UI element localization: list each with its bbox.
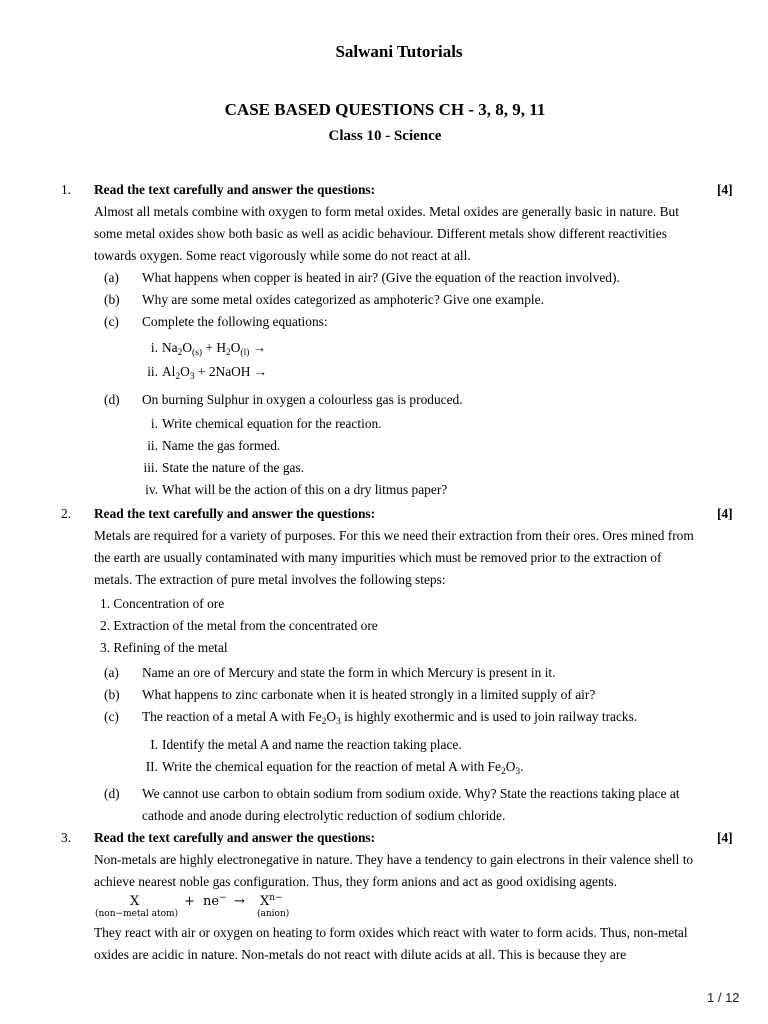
q1-d-item-text: State the nature of the gas. [162,460,305,475]
question-3-number: 3. [61,830,72,845]
q2-c-ii-number: II. [145,759,158,774]
arrow-icon: → [234,894,245,909]
q1-part-a-label: (a) [104,270,119,285]
worksheet-heading: CASE BASED QUESTIONS CH - 3, 8, 9, 11 [224,100,546,119]
page-title: Salwani Tutorials [335,42,463,61]
q1-d-item-text: What will be the action of this on a dry litmus paper? [162,482,448,497]
equation-anion: $X^{n-}$ [260,893,283,909]
q1-d-item-number: iii. [143,460,158,475]
question-2-number: 2. [61,506,72,521]
question-1-passage-line: towards oxygen. Some react vigorously while some do not react at all. [94,248,471,263]
question-3-heading: Read the text carefully and answer the questions: [94,830,376,845]
q2-part-b-label: (b) [104,687,120,702]
q1-c-ii-equation: $Al_2O_3$ + 2NaOH → [162,364,268,382]
q2-c-i-text: Identify the metal A and name the reaction taking place. [162,737,462,752]
question-3-passage-line: achieve nearest noble gas configuration. Thus, they form anions and act as good oxidising agents. [94,874,617,889]
question-1-number: 1. [61,182,72,197]
equation-label-anion: (anion) [257,909,290,919]
class-label: Class 10 - Science [328,128,442,144]
question-2-marks: [4] [717,506,733,521]
q1-part-d-text: On burning Sulphur in oxygen a colourless gas is produced. [142,392,463,407]
question-2-passage-line: Metals are required for a variety of purposes. For this we need their extraction from their ores. Ores mined from [94,528,694,543]
question-2-passage-line: the earth are usually contaminated with many impurities which must be removed prior to the extraction of [94,550,662,565]
question-3-passage-line: oxides are acidic in nature. Non-metals do not react with dilute acids at all. This is because they are [94,947,627,962]
q1-d-item-number: i. [150,416,158,431]
q2-c-ii-text: Write the chemical equation for the reaction of metal A with $Fe_2O_3$. [162,759,524,777]
q2-part-d-text: cathode and anode during electrolytic reduction of sodium chloride. [142,808,506,823]
equation-label-non-metal-atom: (non−metal atom) [95,909,179,919]
q1-d-item-text: Write chemical equation for the reaction. [162,416,382,431]
q2-step-item: 2. Extraction of the metal from the concentrated ore [100,618,378,633]
q1-c-ii-number: ii. [147,364,158,379]
question-1-passage-line: some metal oxides show both basic as well as acidic behaviour. Different metals show different reactivities [94,226,667,241]
equation-plus: + [184,894,195,909]
q2-part-d-label: (d) [104,786,120,801]
q2-c-i-number: I. [150,737,158,752]
question-3-passage-line: They react with air or oxygen on heating to form oxides which react with water to form acids. Thus, non-metal [94,925,688,940]
q1-part-a-text: What happens when copper is heated in air? (Give the equation of the reaction involved). [142,270,620,285]
q2-part-b-text: What happens to zinc carbonate when it is heated strongly in a limited supply of air? [142,687,596,702]
question-3-passage-line: Non-metals are highly electronegative in nature. They have a tendency to gain electrons in their valence shell to [94,852,694,867]
q1-part-b-label: (b) [104,292,120,307]
q1-c-i-equation: $Na_2O_{(s)} + H_2O_{(l)}$ → [162,340,267,358]
question-1-heading: Read the text carefully and answer the questions: [94,182,376,197]
q1-d-item-number: iv. [145,482,158,497]
q1-part-b-text: Why are some metal oxides categorized as amphoteric? Give one example. [142,292,544,307]
question-1-marks: [4] [717,182,733,197]
q2-step-item: 1. Concentration of ore [100,596,225,611]
equation-symbol-x: X [130,894,140,909]
q2-part-a-label: (a) [104,665,119,680]
q2-step-item: 3. Refining of the metal [100,640,228,655]
q1-c-i-number: i. [150,340,158,355]
q1-part-c-text: Complete the following equations: [142,314,328,329]
q1-d-item-text: Name the gas formed. [162,438,281,453]
question-1-passage-line: Almost all metals combine with oxygen to form metal oxides. Metal oxides are generally basic in nature. But [94,204,679,219]
q1-part-c-label: (c) [104,314,119,329]
page-number: 1 / 12 [707,990,740,1005]
equation-electrons: ne− [203,893,227,909]
q2-part-c-text: The reaction of a metal A with $Fe_2O_3$ is highly exothermic and is used to join railway tracks. [142,709,638,727]
q2-part-d-text: We cannot use carbon to obtain sodium from sodium oxide. Why? State the reactions taking place at [142,786,680,801]
q2-part-c-label: (c) [104,709,119,724]
q1-part-d-label: (d) [104,392,120,407]
q2-part-a-text: Name an ore of Mercury and state the form in which Mercury is present in it. [142,665,556,680]
question-3-marks: [4] [717,830,733,845]
q1-d-item-number: ii. [147,438,158,453]
question-2-passage-line: metals. The extraction of pure metal involves the following steps: [94,572,446,587]
question-2-heading: Read the text carefully and answer the questions: [94,506,376,521]
